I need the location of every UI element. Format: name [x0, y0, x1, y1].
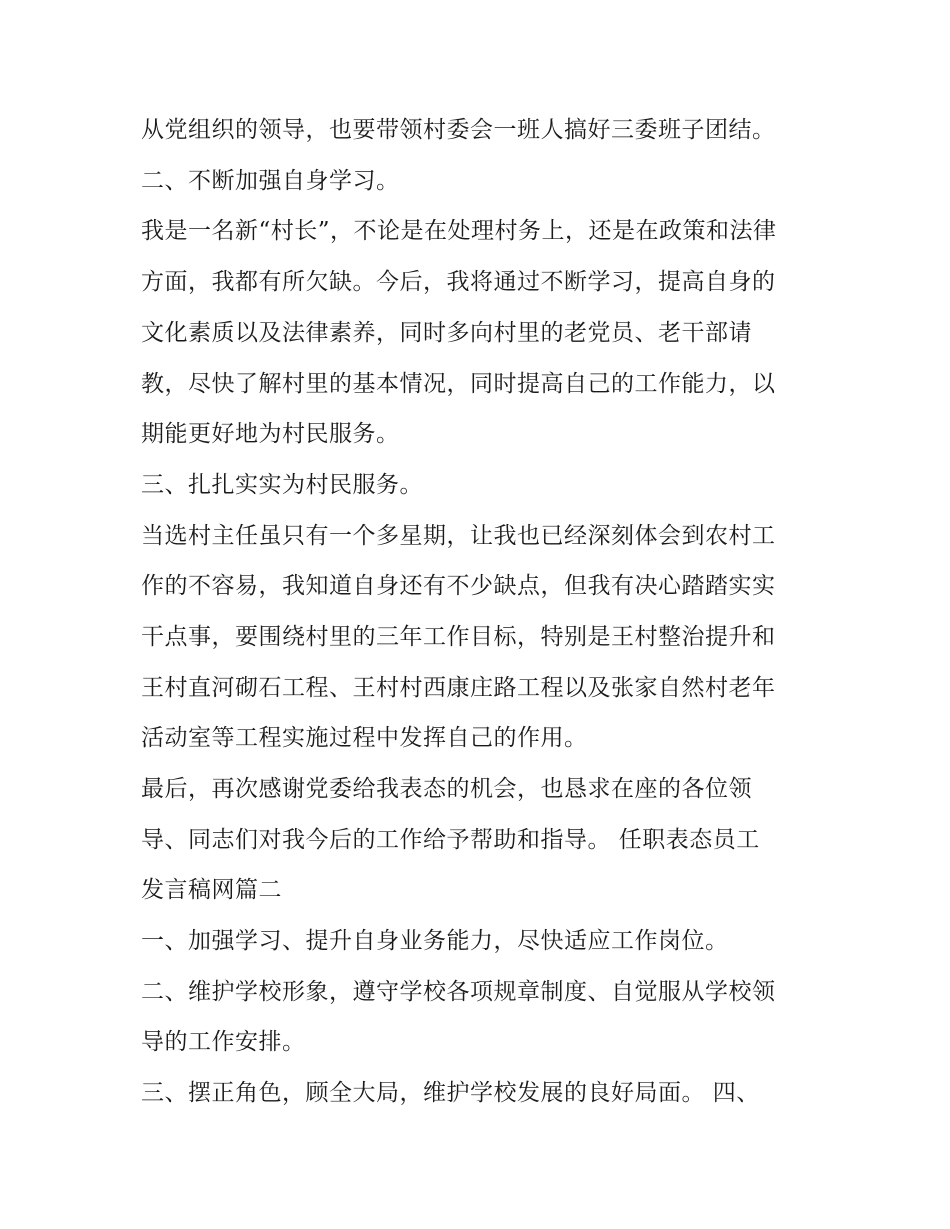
text-line: 一、加强学习、提升自身业务能力，尽快适应工作岗位。 — [141, 928, 729, 954]
text-line: 导、同志们对我今后的工作给予帮助和指导。 任职表态员工 — [141, 827, 760, 853]
text-line: 当选村主任虽只有一个多星期，让我也已经深刻体会到农村工 — [141, 523, 776, 549]
text-line: 期能更好地为村民服务。 — [141, 421, 400, 447]
text-line: 方面，我都有所欠缺。今后，我将通过不断学习，提高自身的 — [141, 269, 776, 295]
text-line: 干点事，要围绕村里的三年工作目标，特别是王村整治提升和 — [141, 624, 776, 650]
text-line: 作的不容易，我知道自身还有不少缺点，但我有决心踏踏实实 — [141, 573, 776, 599]
text-line: 三、摆正角色，顾全大局，维护学校发展的良好局面。 四、 — [141, 1080, 760, 1106]
text-line: 最后，再次感谢党委给我表态的机会，也恳求在座的各位领 — [141, 776, 752, 802]
text-line: 导的工作安排。 — [141, 1029, 306, 1055]
section-heading: 三、扎扎实实为村民服务。 — [141, 472, 423, 498]
section-heading: 二、不断加强自身学习。 — [141, 168, 400, 194]
text-line: 发言稿网篇二 — [141, 877, 282, 903]
text-line: 教，尽快了解村里的基本情况，同时提高自己的工作能力，以 — [141, 371, 776, 397]
text-line: 王村直河砌石工程、王村村西康庄路工程以及张家自然村老年 — [141, 675, 776, 701]
text-line: 从党组织的领导，也要带领村委会一班人搞好三委班子团结。 — [141, 117, 776, 143]
text-line: 二、维护学校形象，遵守学校各项规章制度、自觉服从学校领 — [141, 979, 776, 1005]
text-line: 活动室等工程实施过程中发挥自己的作用。 — [141, 725, 588, 751]
text-line: 文化素质以及法律素养，同时多向村里的老党员、老干部请 — [141, 320, 752, 346]
text-line: 我是一名新“村长”，不论是在处理村务上，还是在政策和法律 — [141, 218, 777, 244]
